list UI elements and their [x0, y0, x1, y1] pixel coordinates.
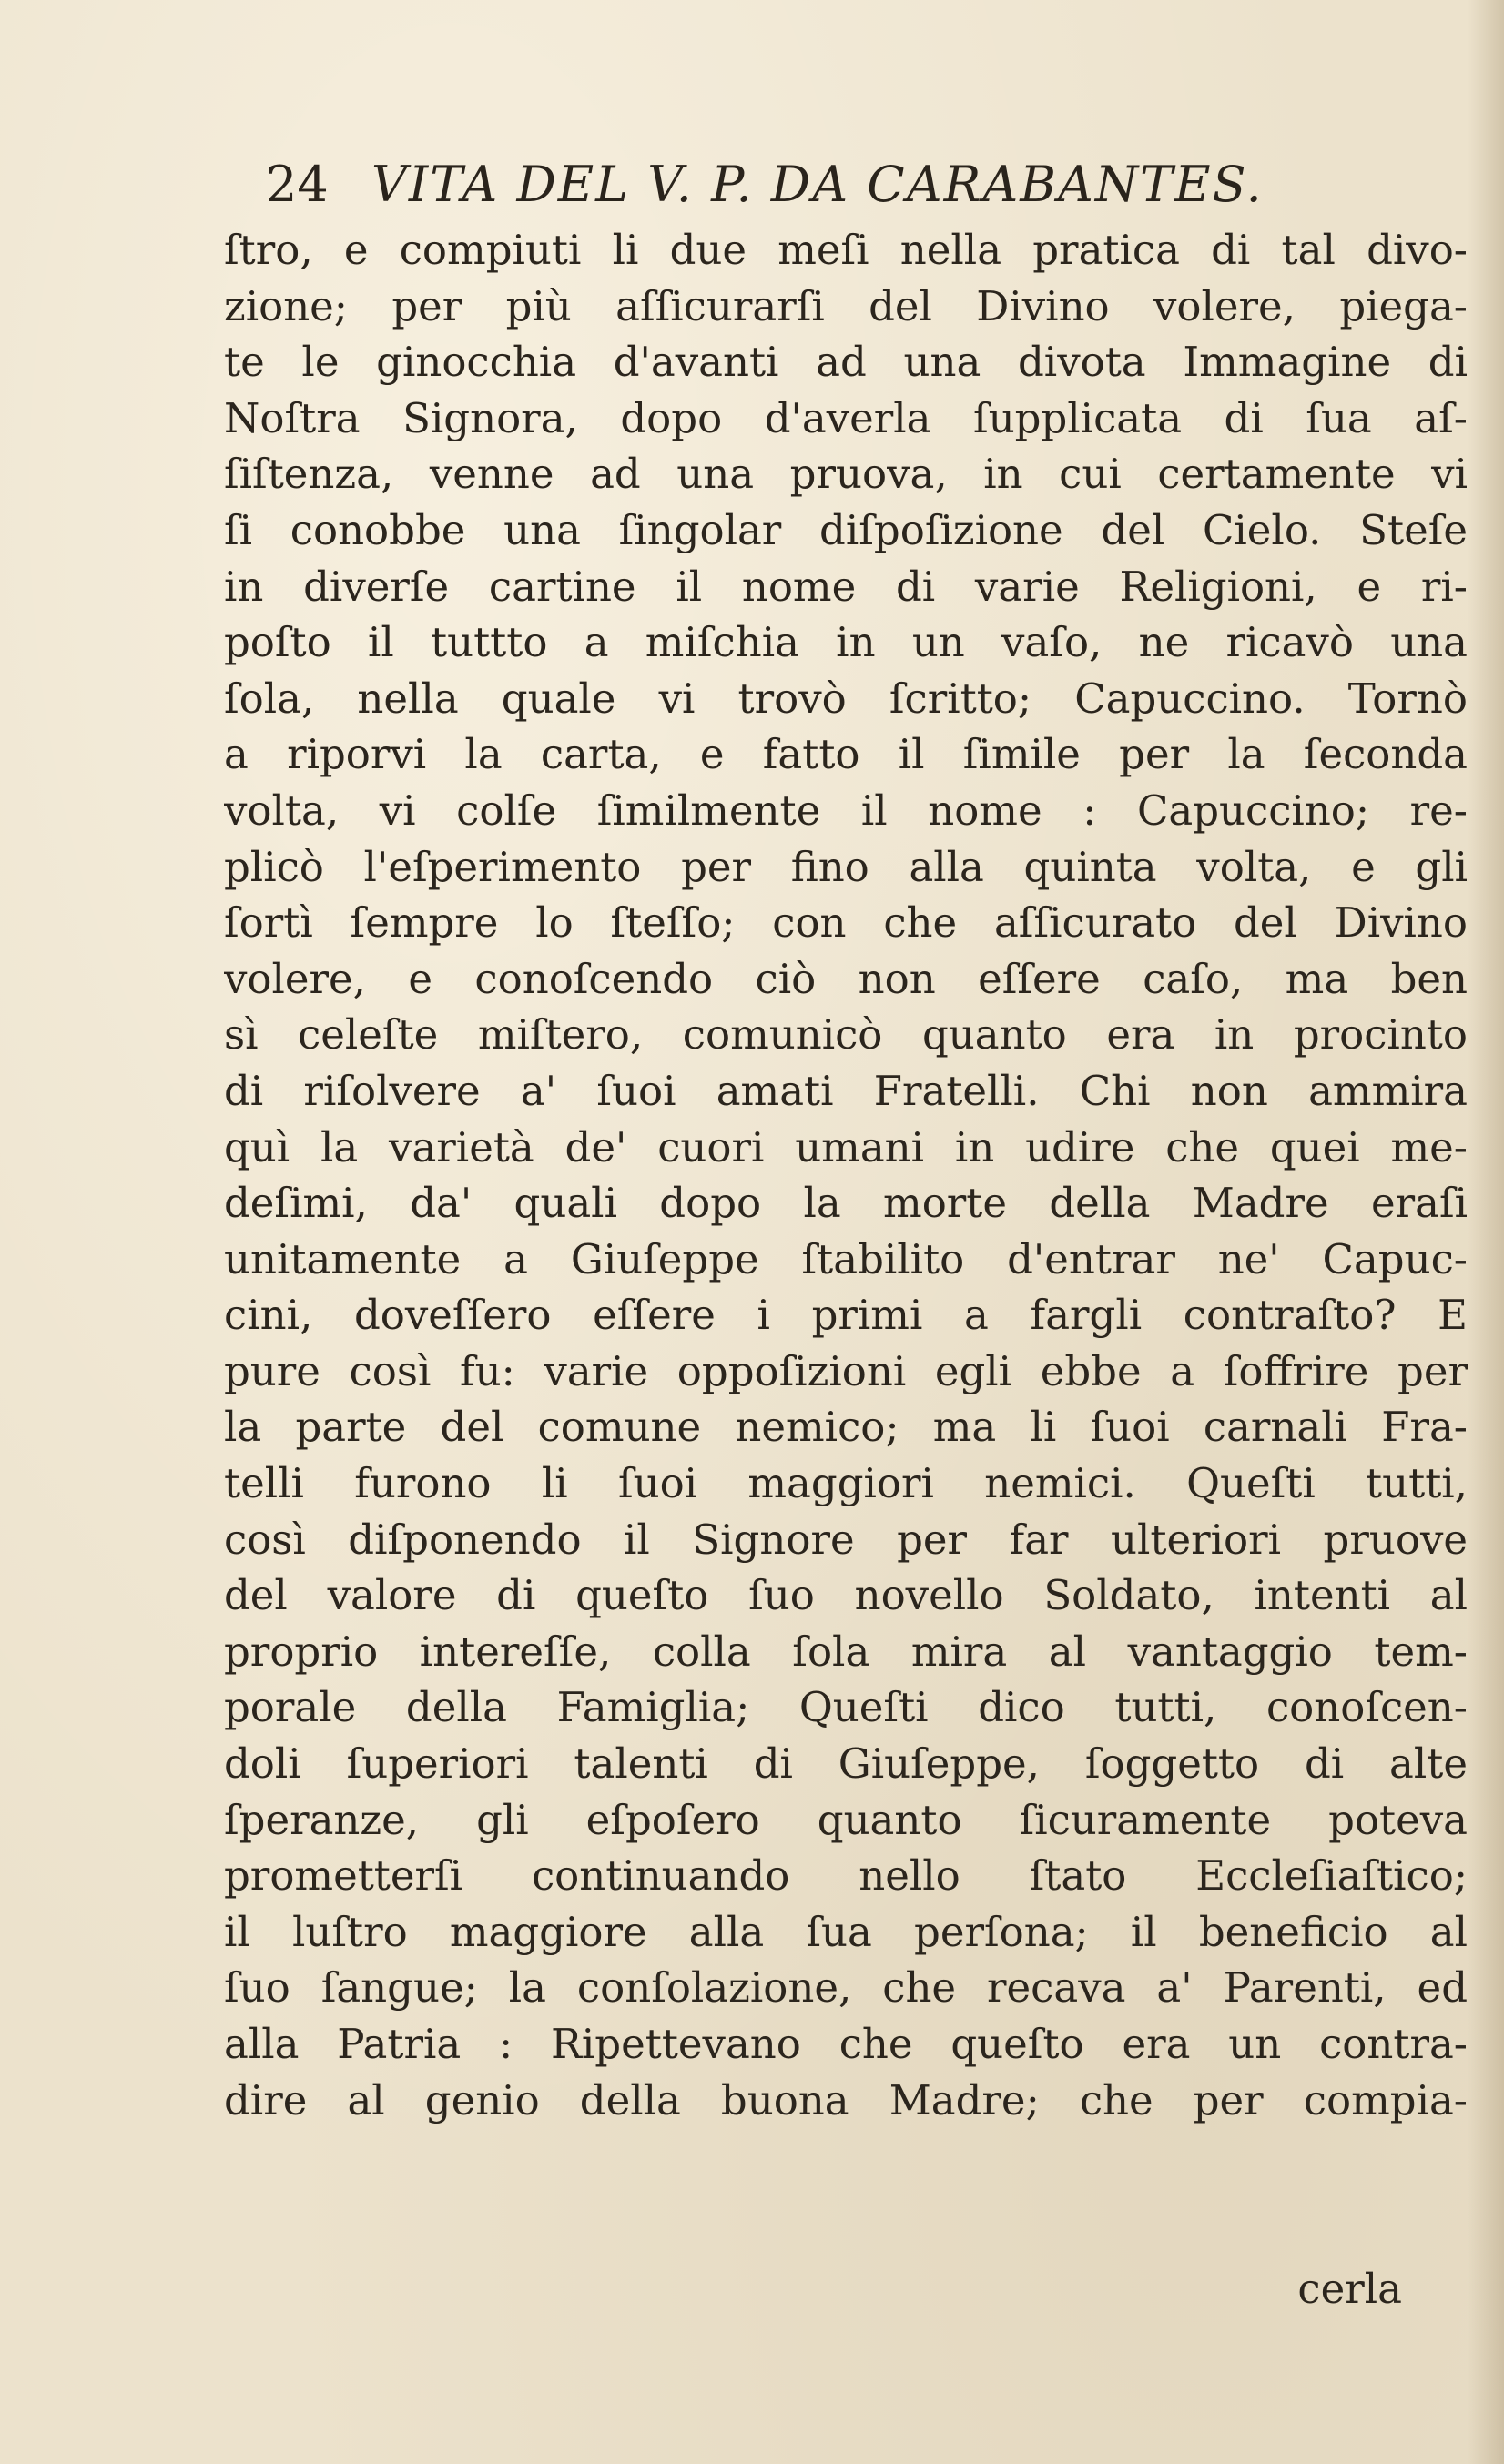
text-line: volere, e conoſcendo ciò non eſſere caſo, ma ben: [224, 954, 1468, 1003]
running-title: VITA DEL V. P. DA CARABANTES.: [371, 156, 1264, 213]
text-line: così diſponendo il Signore per far ulteriori pruove: [224, 1515, 1468, 1564]
text-line: doli ſuperiori talenti di Giuſeppe, ſoggetto di alte: [224, 1739, 1468, 1789]
page-edge-shadow: [1468, 0, 1504, 2464]
text-line: ſuo ſangue; la conſolazione, che recava a' Parenti, ed: [224, 1963, 1468, 2013]
text-line: ſi conobbe una ſingolar diſpoſizione del Cielo. Steſe: [224, 505, 1468, 554]
text-line: poſto il tuttto a miſchia in un vaſo, ne ricavò una: [224, 618, 1468, 667]
text-line: telli furono li ſuoi maggiori nemici. Queſti tutti,: [224, 1459, 1468, 1508]
text-line: sì celeſte miſtero, comunicò quanto era in procinto: [224, 1010, 1468, 1060]
text-line: cini, doveſſero eſſere i primi a fargli contraſto? E: [224, 1291, 1468, 1340]
text-line: porale della Famiglia; Queſti dico tutti, conoſcen-: [224, 1683, 1468, 1732]
text-line: del valore di queſto ſuo novello Soldato, intenti al: [224, 1571, 1468, 1620]
text-line: unitamente a Giuſeppe ſtabilito d'entrar ne' Capuc-: [224, 1234, 1468, 1283]
text-line: prometterſi continuando nello ſtato Eccleſiaſtico;: [224, 1851, 1468, 1901]
text-line: te le ginocchia d'avanti ad una divota Immagine di: [224, 338, 1468, 387]
text-line: proprio intereſſe, colla ſola mira al vantaggio tem-: [224, 1627, 1468, 1676]
text-line: ſiſtenza, venne ad una pruova, in cui certamente vi: [224, 450, 1468, 499]
text-line: la parte del comune nemico; ma li ſuoi carnali Fra-: [224, 1403, 1468, 1452]
body-text: [224, 222, 1468, 2128]
text-line: deſimi, da' quali dopo la morte della Madre eraſi: [224, 1179, 1468, 1228]
page-number: 24: [266, 156, 329, 213]
text-line: Noſtra Signora, dopo d'averla ſupplicata di ſua aſ-: [224, 393, 1468, 442]
text-line: ſola, nella quale vi trovò ſcritto; Capuccino. Tornò: [224, 674, 1468, 723]
text-line: zione; per più aſſicurarſi del Divino volere, piega-: [224, 281, 1468, 330]
text-line: ſperanze, gli eſpoſero quanto ſicuramente poteva: [224, 1795, 1468, 1844]
text-line: quì la varietà de' cuori umani in udire che quei me-: [224, 1122, 1468, 1171]
text-line: ſtro, e compiuti li due meſi nella pratica di tal divo-: [224, 226, 1468, 274]
text-line: in diverſe cartine il nome di varie Religioni, e ri-: [224, 562, 1468, 611]
text-line: pure così fu: varie oppoſizioni egli ebbe a ſoffrire per: [224, 1346, 1468, 1395]
text-line: volta, vi colſe ſimilmente il nome : Capuccino; re-: [224, 786, 1468, 835]
text-line: a riporvi la carta, e fatto il ſimile per la ſeconda: [224, 730, 1468, 779]
text-line: di riſolvere a' ſuoi amati Fratelli. Chi non ammira: [224, 1066, 1468, 1115]
running-header: [266, 156, 1468, 213]
text-line: il luſtro maggiore alla ſua perſona; il beneficio al: [224, 1907, 1468, 1956]
text-line: alla Patria : Ripettevano che queſto era un contra-: [224, 2020, 1468, 2068]
text-line: dire al genio della buona Madre; che per compia-: [224, 2075, 1468, 2124]
text-line: plicò l'eſperimento per fino alla quinta volta, e gli: [224, 842, 1468, 891]
catchword: cerla: [1297, 2265, 1402, 2313]
text-line: ſortì ſempre lo ſteſſo; con che aſſicurato del Divino: [224, 898, 1468, 948]
